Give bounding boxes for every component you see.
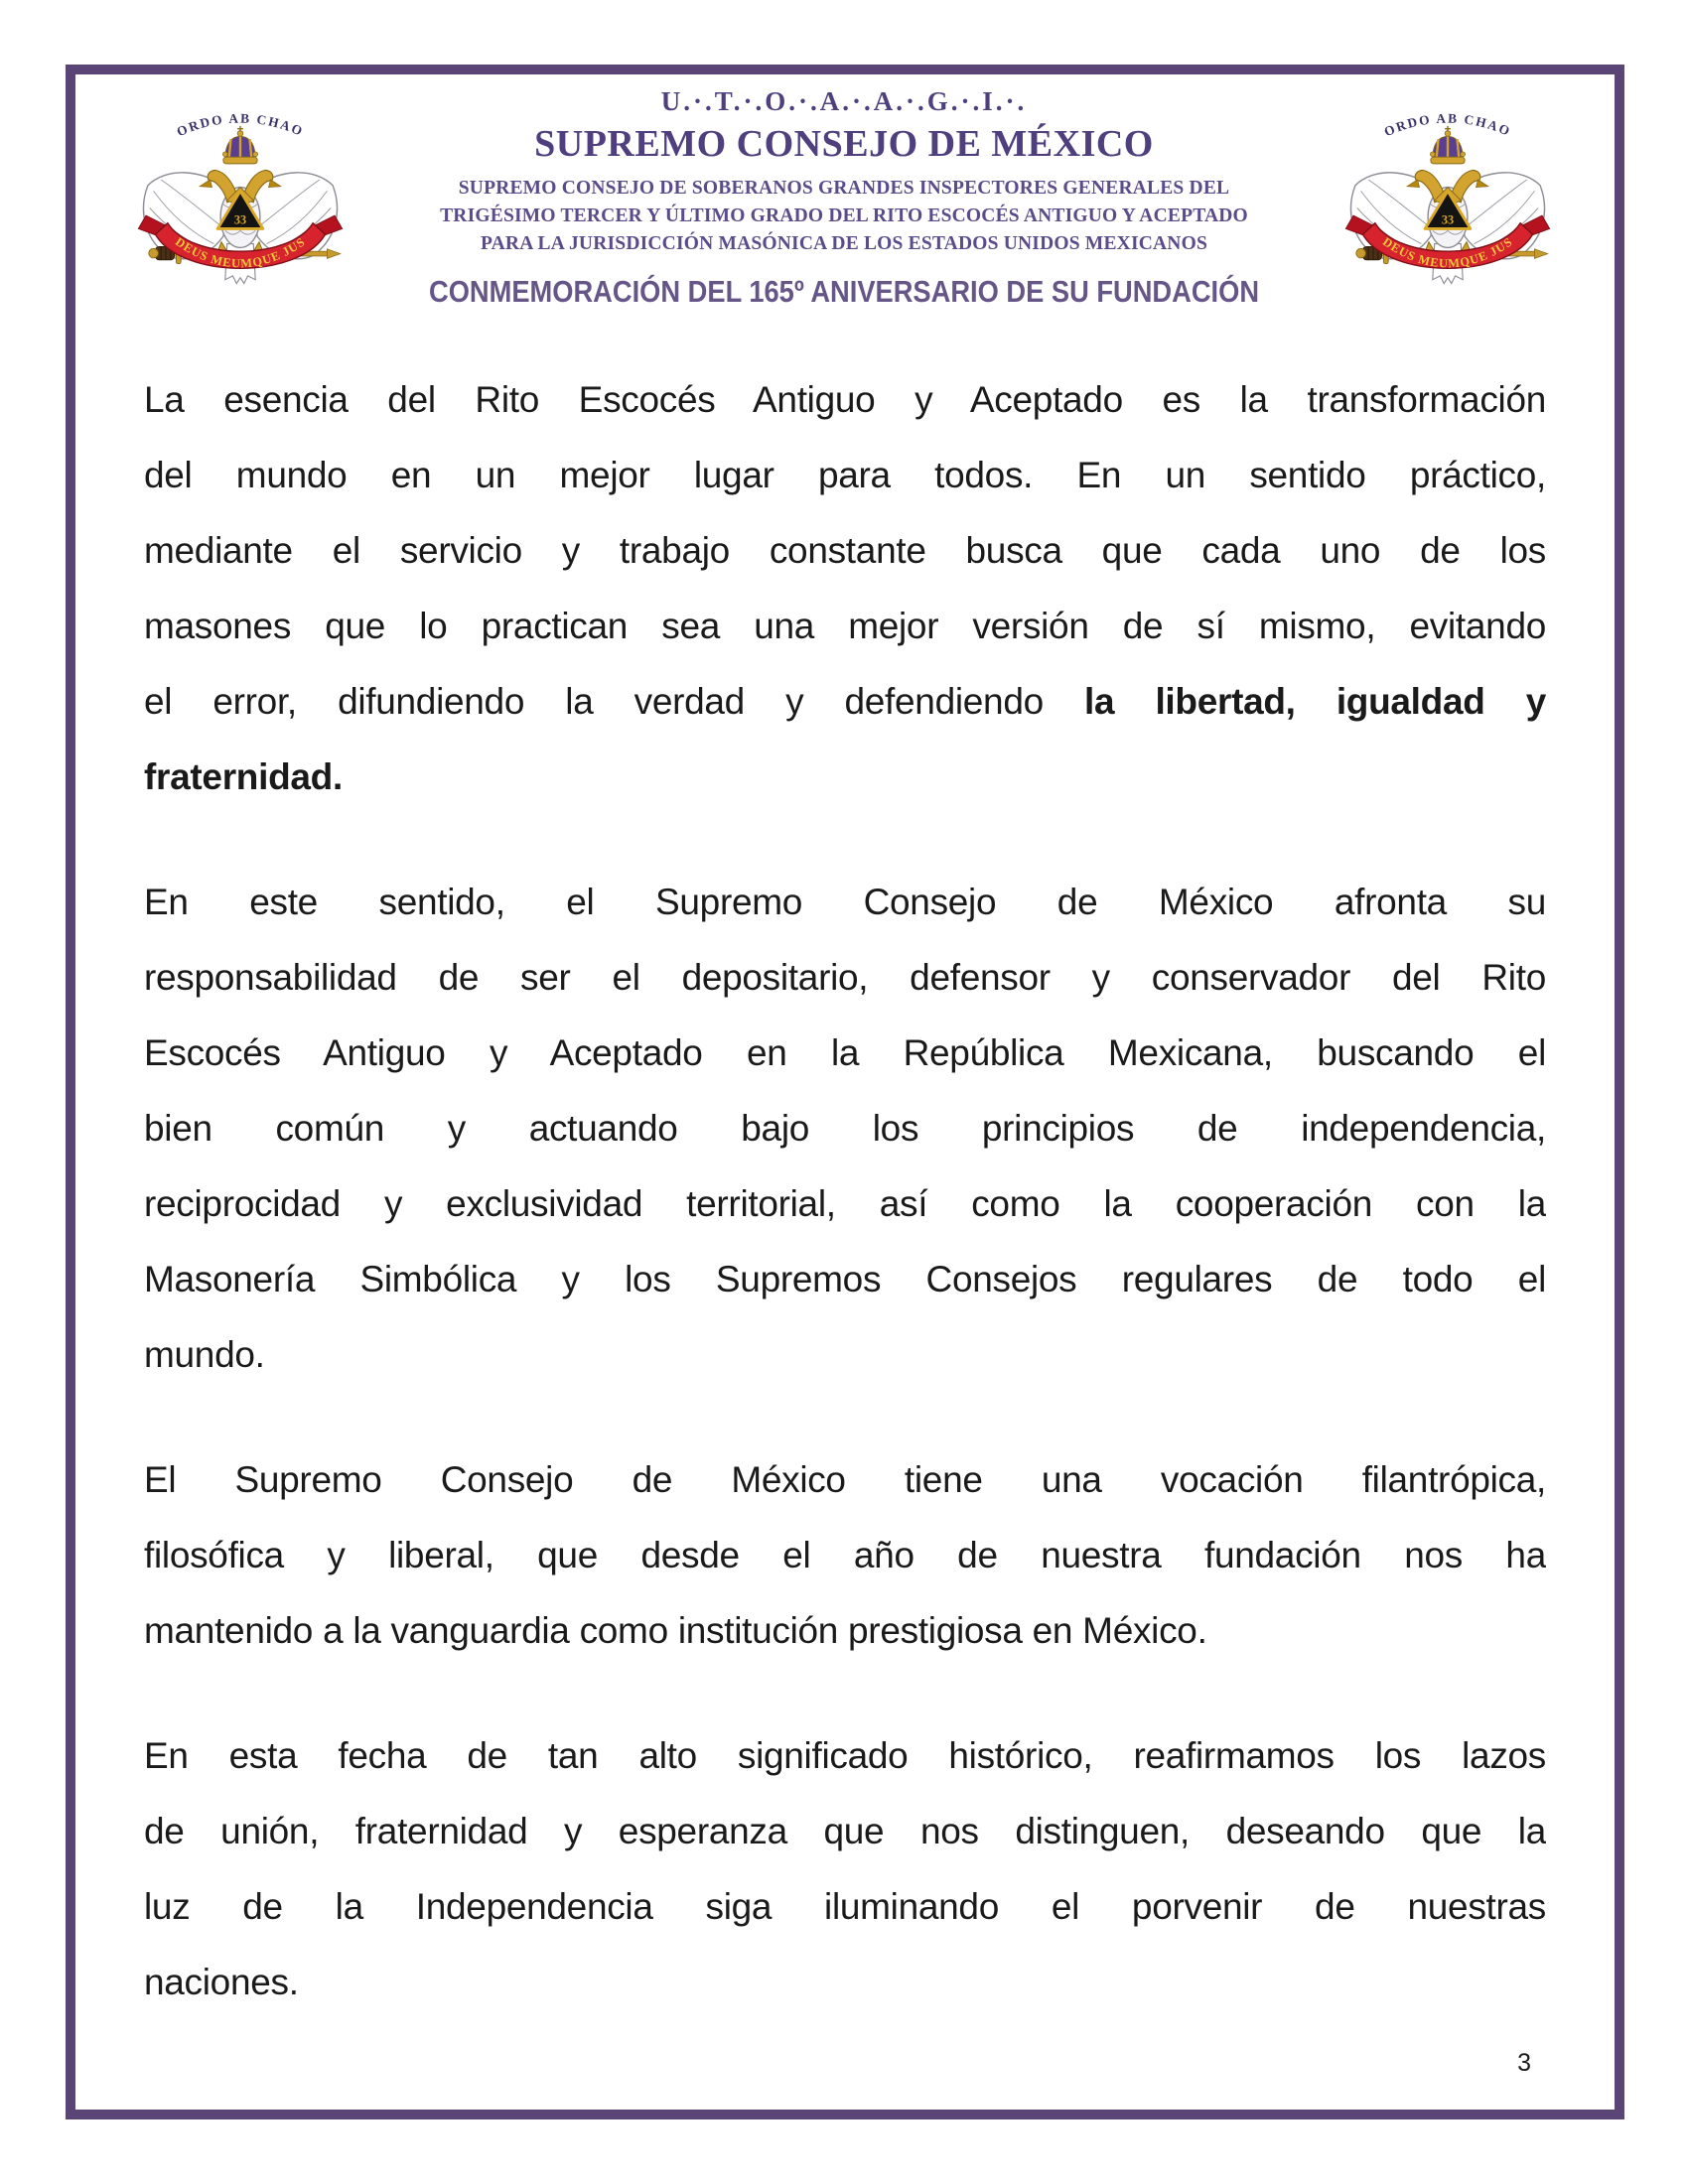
body-line: En este sentido, el Supremo Consejo de México afronta su — [144, 882, 1546, 922]
body-line: reciprocidad y exclusividad territorial, así como la cooperación con la — [144, 1183, 1546, 1224]
paragraph — [144, 362, 1546, 815]
page-number: 3 — [1517, 2049, 1531, 2077]
paragraph — [144, 1718, 1546, 2020]
body-line: de unión, fraternidad y esperanza que nos distinguen, deseando que la — [144, 1811, 1546, 1851]
subtitle-line: TRIGÉSIMO TERCER Y ÚLTIMO GRADO DEL RITO ESCOCÉS ANTIGUO Y ACEPTADO — [440, 205, 1248, 226]
masonic-crest-emblem-right — [1335, 92, 1561, 305]
subtitle-line: PARA LA JURISDICCIÓN MASÓNICA DE LOS ESTADOS UNIDOS MEXICANOS — [480, 233, 1207, 254]
commemoration-banner-text: CONMEMORACIÓN DEL 165º ANIVERSARIO DE SU FUNDACIÓN — [428, 274, 1260, 309]
body-line: responsabilidad de ser el depositario, defensor y conservador del Rito — [144, 957, 1546, 998]
body-line: mantenido a la vanguardia como institución prestigiosa en México. — [144, 1610, 1207, 1651]
body-line: mundo. — [144, 1334, 265, 1375]
body-line: bien común y actuando bajo los principios de independencia, — [144, 1108, 1546, 1149]
body-paragraphs — [144, 362, 1546, 2070]
body-line: naciones. — [144, 1962, 299, 2002]
subtitle-line: SUPREMO CONSEJO DE SOBERANOS GRANDES INSPECTORES GENERALES DEL — [458, 178, 1230, 199]
body-line: mediante el servicio y trabajo constante busca que cada uno de los — [144, 530, 1546, 571]
body-line: luz de la Independencia siga iluminando el porvenir de nuestras — [144, 1886, 1546, 1927]
body-line: del mundo en un mejor lugar para todos. En un sentido práctico, — [144, 455, 1546, 495]
body-line: filosófica y liberal, que desde el año de nuestra fundación nos ha — [144, 1535, 1546, 1575]
body-line: En esta fecha de tan alto significado histórico, reafirmamos los lazos — [144, 1735, 1546, 1776]
body-line: el error, difundiendo la verdad y defendiendo la libertad, igualdad y — [144, 681, 1546, 722]
body-line: masones que lo practican sea una mejor versión de sí mismo, evitando — [144, 606, 1546, 646]
body-line: La esencia del Rito Escocés Antiguo y Aceptado es la transformación — [144, 379, 1546, 420]
body-line: Escocés Antiguo y Aceptado en la República Mexicana, buscando el — [144, 1032, 1546, 1073]
masonic-acronym: U.·.T.·.O.·.A.·.A.·.G.·.I.·. — [660, 86, 1028, 116]
organization-subtitle — [362, 175, 1326, 258]
organization-name: SUPREMO CONSEJO DE MÉXICO — [534, 123, 1154, 165]
paragraph — [144, 1442, 1546, 1669]
body-line: El Supremo Consejo de México tiene una vocación filantrópica, — [144, 1459, 1546, 1500]
paragraph — [144, 865, 1546, 1393]
body-line: Masonería Simbólica y los Supremos Consejos regulares de todo el — [144, 1259, 1546, 1299]
letterhead — [362, 85, 1326, 310]
commemoration-banner — [362, 274, 1326, 310]
masonic-crest-emblem-left — [127, 92, 353, 305]
body-line: fraternidad. — [144, 756, 343, 797]
